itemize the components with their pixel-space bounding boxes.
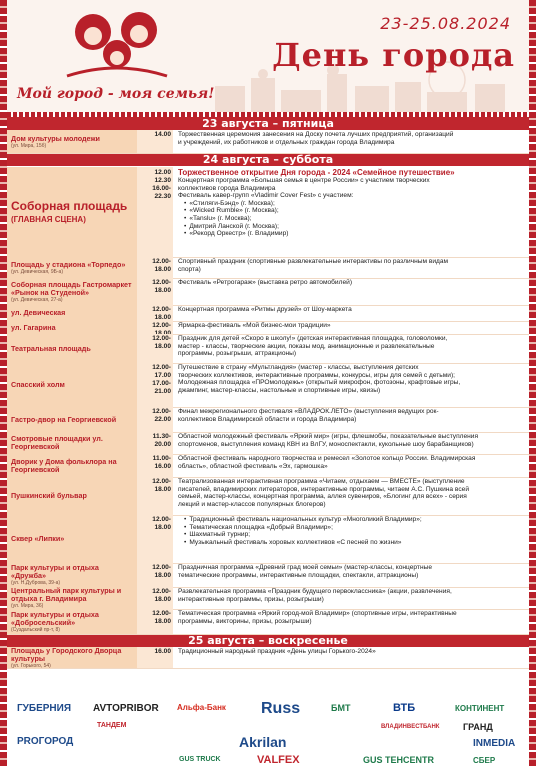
left-border-ornament — [0, 0, 7, 768]
header — [7, 0, 529, 116]
description-line: Праздник для детей «Скоро в школу!» (детская интерактивная площадка, головоломки, — [178, 335, 448, 342]
day-header: 24 августа – суббота — [7, 153, 529, 166]
sponsor-logo: AVTOPRIBOR — [93, 703, 159, 714]
sponsor-logo: БМТ — [331, 703, 351, 713]
event-time: 12.00-18.00 — [152, 564, 171, 579]
event-description — [173, 515, 529, 563]
sponsors-block — [7, 698, 529, 768]
description-line: Путешествие в страну «Мультландия» (мастер - классы, выступления детских — [178, 364, 419, 371]
schedule-row — [7, 563, 529, 588]
schedule-row — [7, 407, 529, 433]
bullet-item: • «Рекорд Оркестр» (г. Владимир) — [178, 230, 524, 238]
venue-cell — [7, 334, 137, 363]
event-description — [173, 477, 529, 515]
venue-cell — [7, 477, 137, 515]
family-logo-icon — [47, 6, 187, 84]
slogan: Мой город - моя семья! — [17, 86, 215, 102]
event-time: 12.00-18.00 — [152, 478, 171, 493]
time-cell — [137, 278, 173, 305]
time-cell — [137, 407, 173, 432]
venue-name: ул. Девическая — [11, 308, 66, 317]
time-cell — [137, 321, 173, 334]
event-description — [173, 130, 529, 153]
schedule-row — [7, 321, 529, 335]
description-line: лекций и мастер-классов популярных блогеров) — [178, 500, 326, 508]
schedule-row — [7, 647, 529, 669]
venue-name: Соборная площадь Гастромаркет «Рынок на Студеной» — [11, 279, 132, 297]
time-cell — [137, 130, 173, 153]
venue-cell — [7, 167, 137, 257]
time-cell — [137, 363, 173, 407]
schedule-row — [7, 130, 529, 154]
description-line: Областной молодежный фестиваль «Яркий мир» (игры, флешмобы, показательные выступления — [178, 433, 479, 440]
event-time: 12.00-22.00 — [152, 408, 171, 423]
bullet-item: • Традиционный фестиваль национальных культур «Многоликий Владимир»; — [178, 516, 524, 524]
venue-name: ул. Гагарина — [11, 322, 56, 332]
event-description — [173, 167, 529, 257]
venue-address: (ул. Мира, 15б) — [11, 142, 47, 149]
venue-cell — [7, 321, 137, 334]
event-time: 12.00-17.00 — [152, 364, 171, 379]
day-header: 23 августа – пятница — [7, 117, 529, 130]
time-cell — [137, 432, 173, 454]
time-cell — [137, 167, 173, 257]
sponsor-logo: GUS TEHCENTR — [363, 755, 435, 765]
venue-name: Театральная площадь — [11, 343, 91, 353]
venue-name: Сквер «Липки» — [11, 534, 65, 543]
schedule-row — [7, 334, 529, 364]
event-time: 16.00-22.30 — [152, 185, 171, 200]
event-description — [173, 321, 529, 334]
event-time: 14.00 — [154, 131, 171, 138]
bullet-item: • Музыкальный фестиваль хоровых коллективов «С песней по жизни» — [178, 539, 524, 547]
venue-name: Гастро-двор на Георгиевской — [11, 414, 117, 424]
description-line: область», областной фестиваль «Эх, гармошка» — [178, 462, 328, 470]
description-line: писателей, владимирских литераторов, интерактивные программы, читаем А.С. Пушкина всей — [178, 485, 470, 493]
description-line: тематические программы, интерактивные площадки, спектакли, аттракционы) — [178, 571, 419, 579]
sponsor-logo: PROГОРОД — [17, 736, 74, 747]
event-description — [173, 609, 529, 634]
time-cell — [137, 334, 173, 363]
time-cell — [137, 477, 173, 515]
bullet-item: • «Tanslu» (г. Москва); — [178, 215, 524, 223]
event-description — [173, 305, 529, 321]
sponsor-logo: СБЕР — [473, 756, 496, 765]
event-description — [173, 334, 529, 363]
event-time: 12.00- — [152, 322, 171, 329]
bullet-item: • «Wicked Rumble» (г. Москва); — [178, 207, 524, 215]
description-line: Молодежная площадка «ПРОмолодежь» (открытый микрофон, фотозоны, крафтовые игры, — [178, 379, 461, 387]
sponsor-logo: ВТБ — [393, 702, 416, 714]
venue-cell — [7, 305, 137, 321]
description-line: джампинг, мастер-классы, настольные и спортивные игры, квизы) — [178, 386, 381, 394]
sponsor-logo: INMEDIA — [473, 738, 516, 749]
description-line: Развлекательная программа «Праздник будущего первоклассника» (акции, развлечения, — [178, 588, 452, 595]
venue-address: (ул. Мира, 36) — [11, 603, 44, 609]
description-line: Ярмарка-фестиваль «Мой бизнес-мои традиции» — [178, 322, 331, 329]
venue-name: Смотровые площадки ул. Георгиевской — [11, 434, 103, 451]
description-line: мастер - классы, творческие акции, показы мод, анимационные и развлекательные — [178, 342, 435, 350]
time-cell — [137, 647, 173, 668]
event-headline: Торжественное открытие Дня города - 2024 «Семейное путешествие» — [178, 168, 455, 177]
bullet-item: • Шахматный турнир; — [178, 531, 524, 539]
venue-cell — [7, 515, 137, 563]
description-line: Фестиваль «Ретрогараж» (выставка ретро автомобилей) — [178, 279, 353, 286]
time-cell — [137, 563, 173, 587]
event-time: 11.00-16.00 — [152, 455, 171, 470]
page-title: День города — [272, 36, 515, 74]
event-dates: 23-25.08.2024 — [380, 14, 511, 33]
description-line: Фестиваль кавер-групп «Vladimir Cover Fest» с участием: — [178, 192, 354, 200]
day-header: 25 августа – воскресенье — [7, 634, 529, 647]
event-description — [173, 363, 529, 407]
event-description — [173, 454, 529, 477]
description-line: Торжественная церемония занесения на Доску почета лучших предприятий, организаций — [178, 131, 454, 138]
time-cell — [137, 609, 173, 634]
event-description — [173, 407, 529, 432]
venue-name: Площадь у Городского Дворца культуры — [11, 645, 122, 663]
schedule-row — [7, 587, 529, 610]
sponsor-logo: Russ — [261, 700, 301, 717]
schedule-row — [7, 432, 529, 455]
venue-name: Соборная площадь — [11, 199, 128, 213]
description-line: интерактивные программы, призы, розыгрыши) — [178, 595, 324, 603]
venue-cell — [7, 647, 137, 668]
venue-cell — [7, 432, 137, 454]
bullet-item: • Тематическая площадка «Добрый Владимир»; — [178, 524, 524, 532]
event-time: 17.00-21.00 — [152, 380, 171, 395]
venue-cell — [7, 257, 137, 278]
description-line: Театрализованная интерактивная программа «Читаем, отдыхаем — ВМЕСТЕ» (выступление — [178, 478, 465, 485]
description-line: коллективов Владимирской области и города Владимира) — [178, 415, 357, 423]
time-cell — [137, 515, 173, 563]
venue-cell — [7, 407, 137, 432]
venue-address: (ул. Н.Дуброва, 39-а) — [11, 580, 61, 586]
description-line: Областной фестиваль народного творчества и ремесел «Золотое кольцо России. Владимирская — [178, 455, 476, 462]
time-cell — [137, 257, 173, 278]
event-time: 12.00-18.00 — [152, 306, 171, 321]
venue-cell — [7, 130, 137, 153]
description-line: спортсменов, выступления команд КВН из ВлГУ, моноспектакли, кукольные шоу барабанщиков) — [178, 440, 474, 448]
venue-address: (ул. Девическая, 9Б-а) — [11, 268, 63, 275]
description-line: Концертная программа «Ритмы друзей» от Шоу-маркета — [178, 306, 352, 313]
time-cell — [137, 454, 173, 477]
event-description — [173, 278, 529, 305]
event-time: 12.30 — [154, 177, 171, 184]
description-line: творческих коллективов, интерактивные программы, конкурсы, игры для семей с детьми); — [178, 371, 455, 379]
venue-address: (ул. Горького, 54) — [11, 662, 51, 669]
sponsor-logo: Альфа-Банк — [177, 703, 226, 712]
description-line: Традиционный народный праздник «День улицы Горького-2024» — [178, 648, 376, 655]
event-time: 16.00 — [154, 648, 171, 655]
venue-name: Парк культуры и отдыха «Добросельский» — [11, 609, 99, 627]
venue-address: (Суздальский пр-т, 8) — [11, 626, 60, 633]
sponsor-logo: VALFEX — [257, 754, 300, 766]
schedule-row — [7, 257, 529, 279]
description-line: программы, розыгрыши, аттракционы) — [178, 350, 297, 358]
event-time: 12.00-18.00 — [152, 610, 171, 625]
venue-name: Спасский холм — [11, 380, 65, 389]
time-cell — [137, 587, 173, 609]
sponsor-logo: ГРАНД — [463, 722, 493, 732]
right-border-ornament — [529, 0, 536, 768]
event-description — [173, 563, 529, 587]
description-line: семьей, мастер-классы, концертная программа, аллея сувениров, «Блогинг для всех» - серия — [178, 493, 467, 501]
event-time: 12.00-18.00 — [152, 279, 171, 294]
venue-cell — [7, 278, 137, 305]
event-time: 12.00-18.00 — [152, 335, 171, 350]
venue-cell — [7, 454, 137, 477]
schedule-row — [7, 515, 529, 564]
schedule-row — [7, 454, 529, 478]
event-description — [173, 647, 529, 668]
venue-subtitle: (ГЛАВНАЯ СЦЕНА) — [11, 215, 86, 224]
venue-name: Площадь у стадиона «Торпедо» — [11, 259, 126, 269]
schedule-row — [7, 278, 529, 306]
event-description — [173, 257, 529, 278]
sponsor-logo: ГУБЕРНИЯ — [17, 703, 72, 714]
schedule-row — [7, 167, 529, 258]
description-line: Концертная программа «Большая семья в центре России» с участием творческих — [178, 177, 430, 184]
venue-address: (ул. Девическая, 27-а) — [11, 296, 63, 303]
event-time: 11.30-20.00 — [152, 433, 171, 448]
description-line: Финал межрегионального фестиваля «ВЛАДРОК.ЛЕТО» (выступления ведущих рок- — [178, 408, 439, 415]
description-line: спорта) — [178, 265, 201, 273]
description-line: и учреждений, их работников и отдельных граждан города Владимира — [178, 138, 395, 146]
venue-name: Пушкинский бульвар — [11, 491, 87, 500]
bullet-item: • «Стиляги-Бэнд» (г. Москва); — [178, 200, 524, 208]
event-time: 12.00-18.00 — [152, 516, 171, 531]
venue-name: Парк культуры и отдыха «Дружба» — [11, 563, 99, 580]
description-line: коллективов города Владимира — [178, 184, 276, 192]
event-time: 12.00-18.00 — [152, 258, 171, 273]
sponsor-logo: GUS TRUCK — [179, 756, 221, 763]
event-time: 12.00 — [154, 169, 171, 176]
description-line: Спортивный праздник (спортивные развлекательные интерактивы по различным видам — [178, 258, 449, 265]
time-cell — [137, 305, 173, 321]
description-line: Праздничная программа «Древний град моей семьи» (мастер-классы, концертные — [178, 564, 432, 571]
sponsor-logo: ТАНДЕМ — [97, 722, 127, 729]
venue-cell — [7, 609, 137, 634]
event-description — [173, 587, 529, 609]
bullet-item: • Дмитрий Ланской (г. Москва); — [178, 223, 524, 231]
description-line: программы, викторины, призы, розыгрыши) — [178, 617, 312, 625]
event-description — [173, 432, 529, 454]
venue-name: Центральный парк культуры и отдыха г. Владимира — [11, 586, 122, 603]
sponsor-logo: Akrilan — [239, 734, 287, 750]
venue-cell — [7, 587, 137, 609]
schedule-row — [7, 609, 529, 635]
schedule-row — [7, 305, 529, 322]
sponsor-logo: КОНТИНЕНТ — [455, 704, 505, 713]
sponsor-logo: ВЛАДИНВЕСТБАНК — [381, 724, 440, 730]
description-line: Тематическая программа «Яркий город-мой Владимир» (спортивные игры, интерактивные — [178, 610, 457, 617]
schedule-row — [7, 477, 529, 516]
schedule-row — [7, 363, 529, 408]
venue-cell — [7, 363, 137, 407]
venue-cell — [7, 563, 137, 587]
venue-name: Дом культуры молодежи — [11, 133, 100, 143]
venue-name: Дворик у Дома фольклора на Георгиевской — [11, 456, 117, 474]
event-time: 12.00-18.00 — [152, 588, 171, 603]
